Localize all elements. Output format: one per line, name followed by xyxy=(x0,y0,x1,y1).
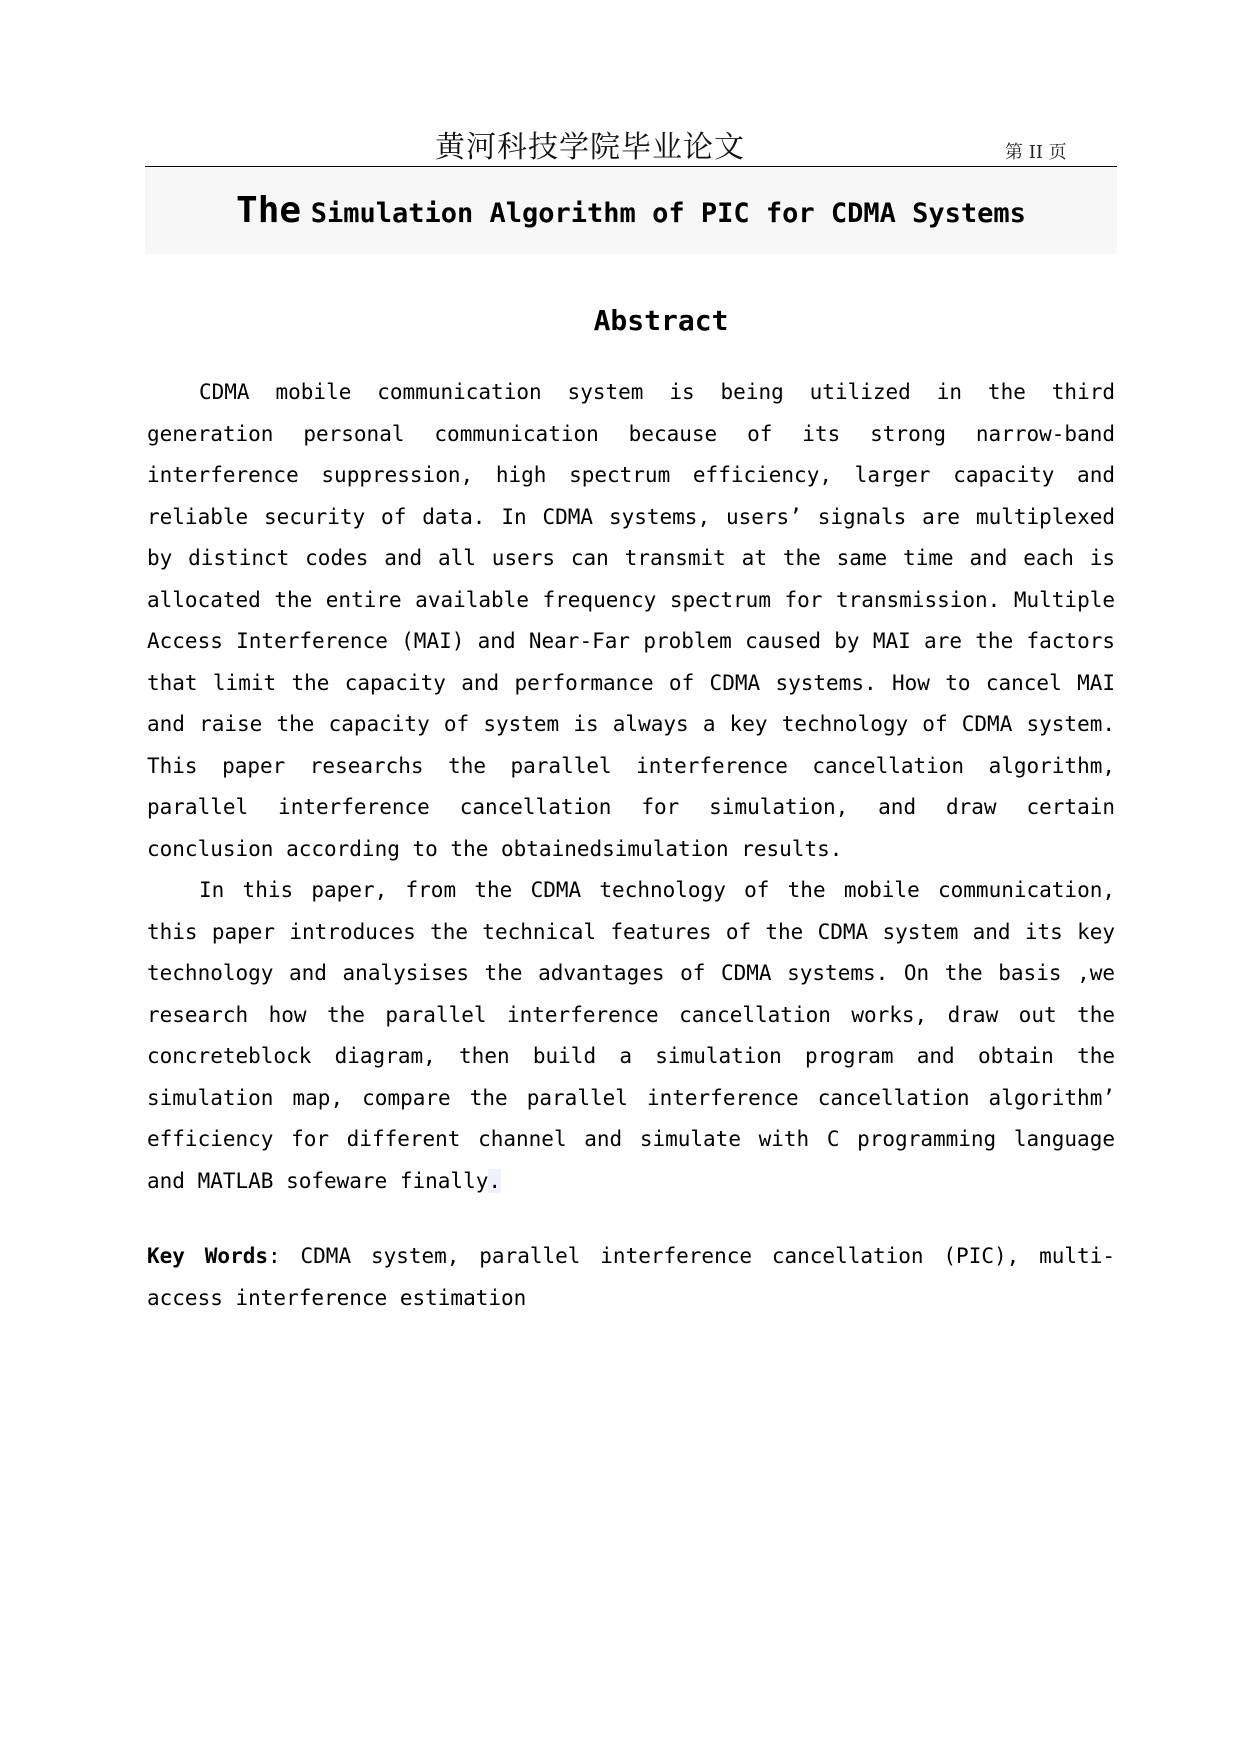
paper-title xyxy=(145,190,1117,231)
page-number: 第 II 页 xyxy=(1005,142,1067,163)
abstract-paragraph-2 xyxy=(147,870,1115,1202)
keywords-text: CDMA system, parallel interference cancellation (PIC), multi-access interference estimation xyxy=(147,1244,1115,1310)
paper-title-rest: Simulation Algorithm of PIC for CDMA Systems xyxy=(310,198,1026,229)
abstract-paragraph-1: CDMA mobile communication system is being utilized in the third generation personal communication because of its strong narrow-band interference suppression, high spectrum efficiency, larger capacity and reliable security of data. In CDMA systems, users’ signals are multiplexed by distinct codes and all users can transmit at the same time and each is allocated the entire available frequency spectrum for transmission. Multiple Access Interference (MAI) and Near-Far problem caused by MAI are the factors that limit the capacity and performance of CDMA systems. How to cancel MAI and raise the capacity of system is always a key technology of CDMA system. This paper researchs the parallel interference cancellation algorithm, parallel interference cancellation for simulation, and draw certain conclusion according to the obtainedsimulation results. xyxy=(147,380,1115,861)
title-band xyxy=(145,168,1117,254)
paper-title-first-word: The xyxy=(236,190,302,231)
abstract-heading: Abstract xyxy=(593,304,729,337)
keywords-separator: : xyxy=(268,1244,281,1268)
abstract-body xyxy=(147,372,1115,1202)
header-title: 黄河科技学院毕业论文 xyxy=(435,130,745,165)
keywords xyxy=(147,1236,1115,1319)
keywords-label: Key Words xyxy=(147,1244,268,1268)
abstract-paragraph-2-text: In this paper, from the CDMA technology of the mobile communication, this paper introduces the technical features of the CDMA system and its key technology and analysises the advantages of CDMA systems. On the basis ,we research how the parallel interference cancellation works, draw out the concreteblock diagram, then build a simulation program and obtain the simulation map, compare the parallel interference cancellation algorithm’ efficiency for different channel and simulate with C programming language and MATLAB sofeware finally xyxy=(147,878,1115,1193)
text-cursor-highlight: . xyxy=(488,1168,502,1193)
page-header xyxy=(145,118,1117,167)
